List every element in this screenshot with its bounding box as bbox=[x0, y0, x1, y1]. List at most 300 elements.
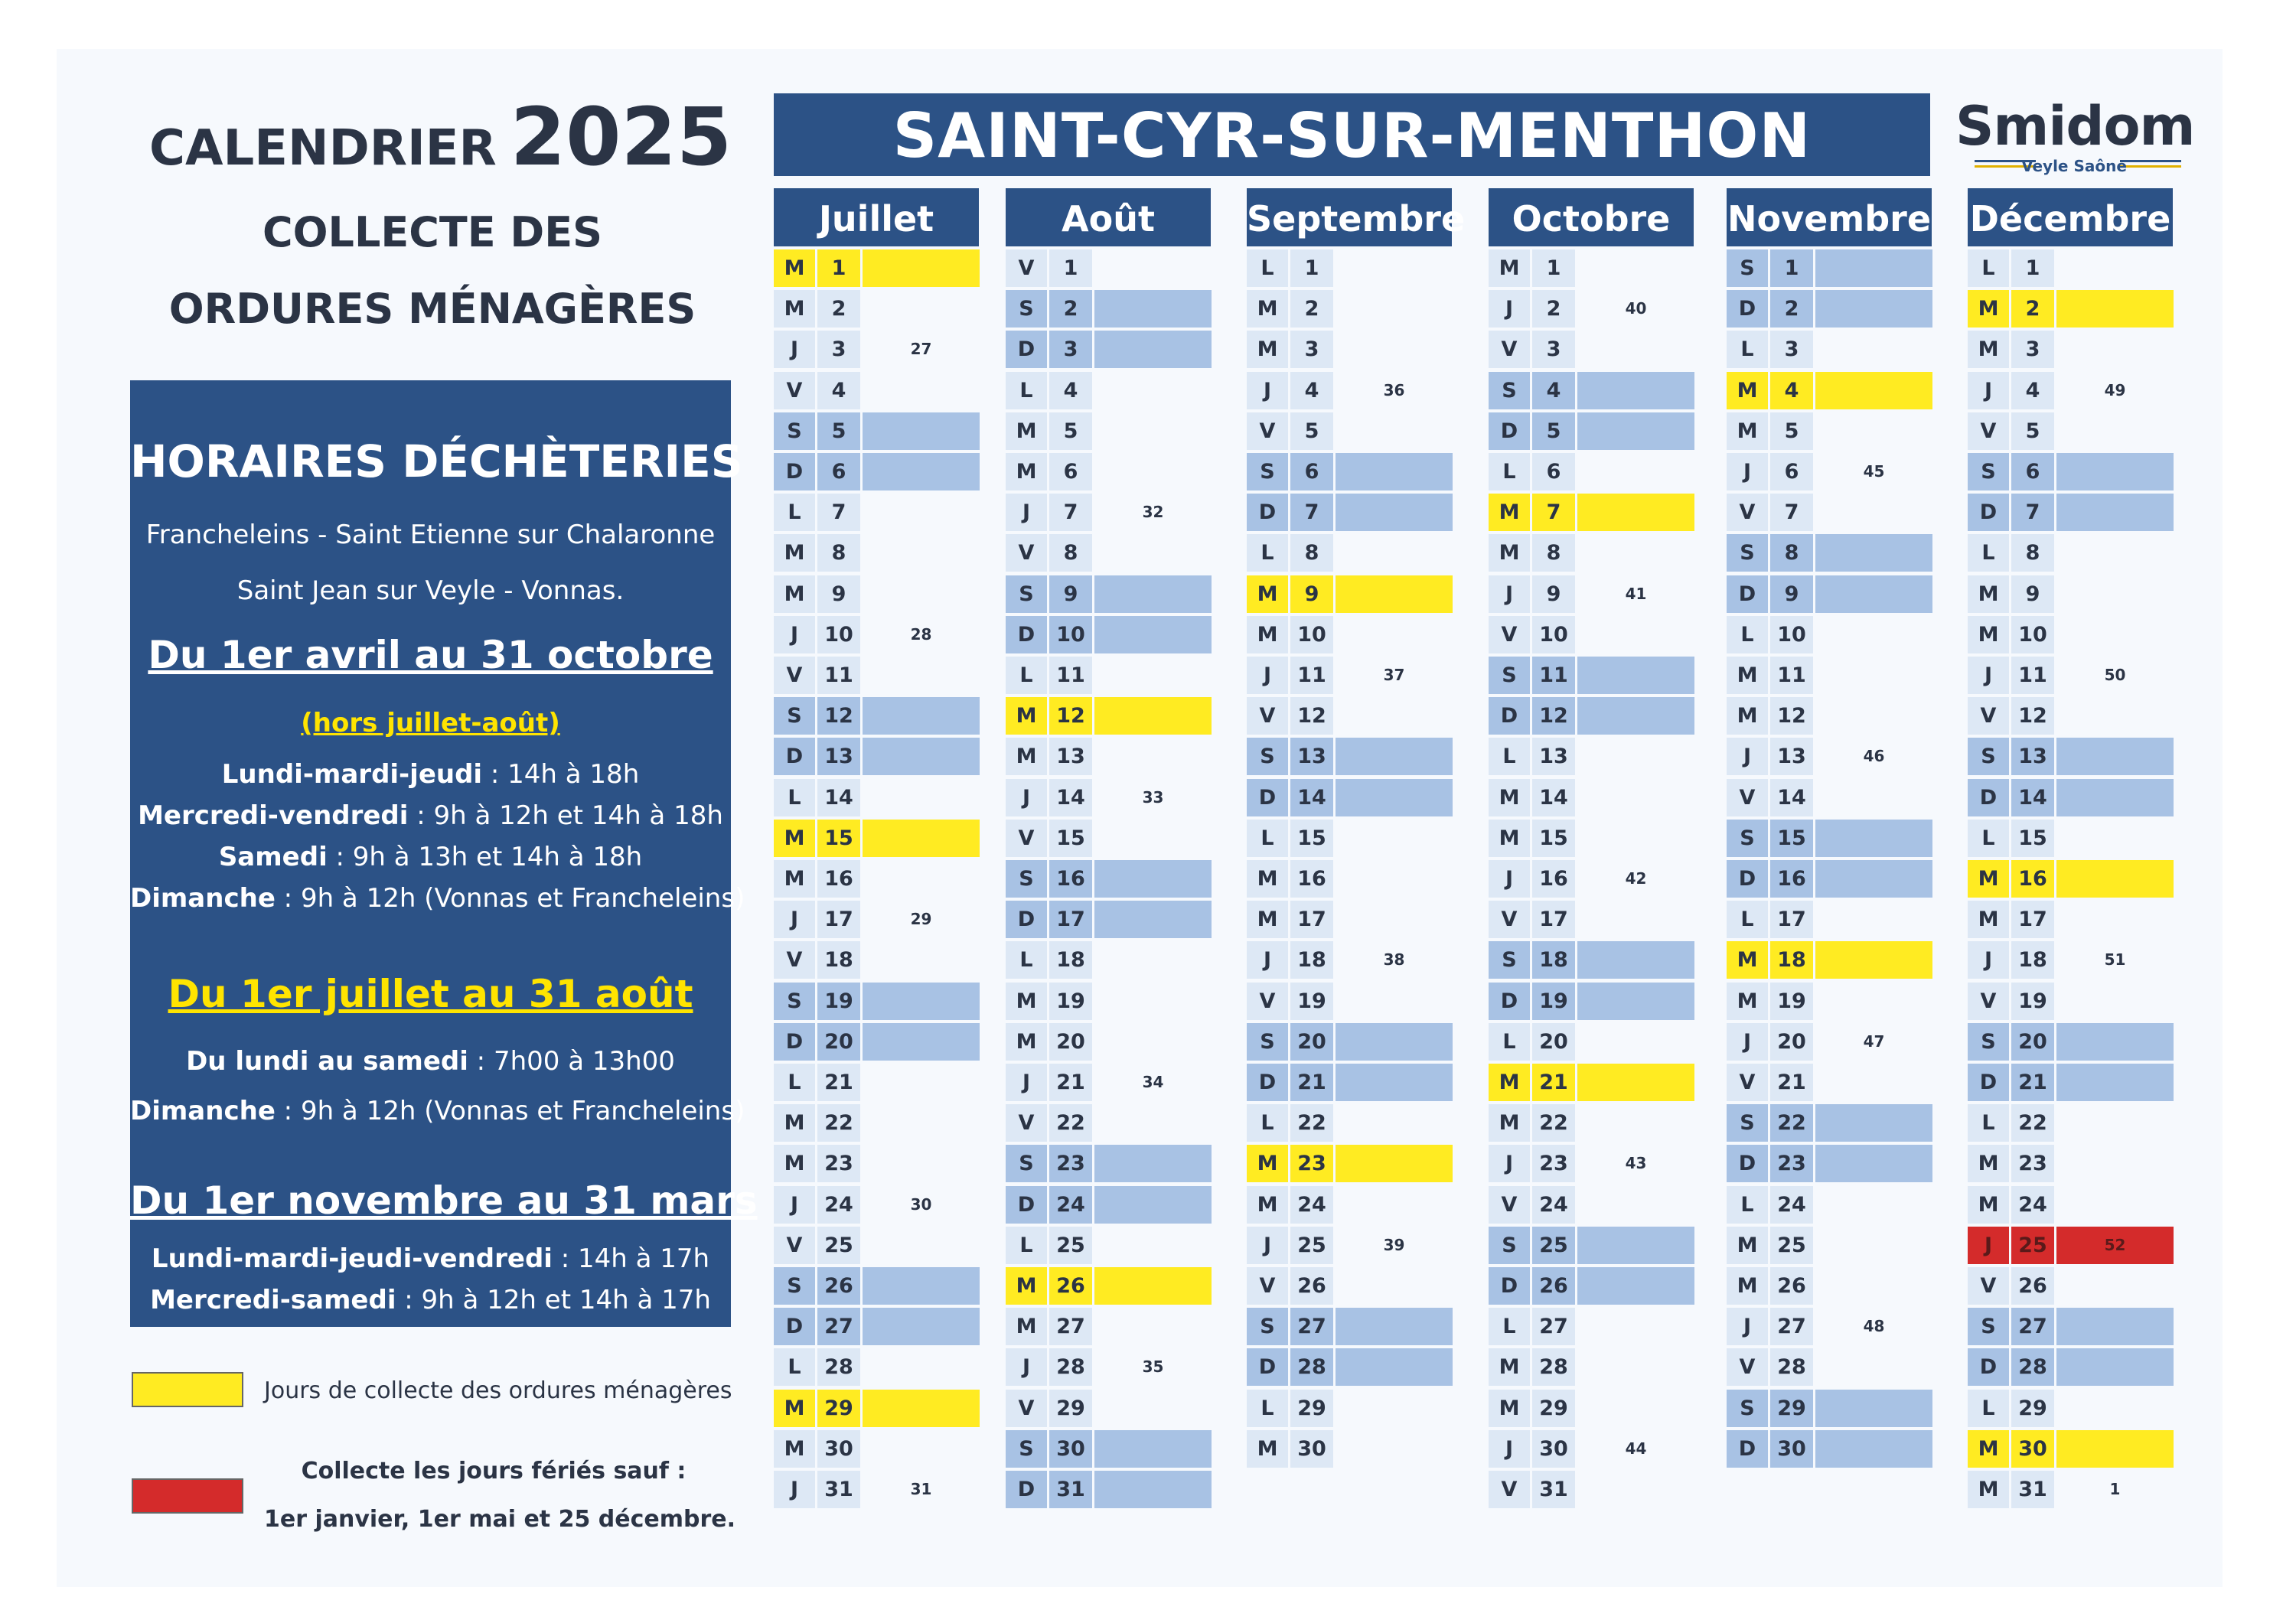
day-letter: M bbox=[1006, 697, 1047, 735]
day-row bbox=[1968, 779, 2174, 816]
day-row bbox=[774, 1023, 980, 1061]
day-number: 1 bbox=[2011, 249, 2054, 287]
week-number bbox=[1094, 290, 1212, 328]
day-row bbox=[1006, 1267, 1212, 1305]
week-number bbox=[1815, 1267, 1932, 1305]
day-row bbox=[1489, 1267, 1694, 1305]
day-letter: M bbox=[1006, 1308, 1047, 1345]
week-number bbox=[1094, 697, 1212, 735]
day-letter: D bbox=[1247, 1064, 1288, 1101]
week-number bbox=[2056, 738, 2174, 775]
day-row bbox=[1247, 697, 1453, 735]
week-number bbox=[2056, 1267, 2174, 1305]
day-row bbox=[1247, 1104, 1453, 1142]
day-number: 6 bbox=[817, 453, 860, 490]
day-number: 15 bbox=[817, 820, 860, 857]
week-number bbox=[1094, 1308, 1212, 1345]
day-letter: M bbox=[774, 860, 815, 898]
day-number: 14 bbox=[2011, 779, 2054, 816]
day-letter: J bbox=[1727, 1023, 1768, 1061]
week-number bbox=[863, 1227, 980, 1264]
day-letter: L bbox=[774, 494, 815, 531]
day-letter: L bbox=[1489, 1308, 1530, 1345]
day-row bbox=[1006, 1430, 1212, 1468]
day-row bbox=[1727, 941, 1932, 979]
day-letter: M bbox=[1247, 575, 1288, 613]
day-letter: M bbox=[1968, 331, 2009, 368]
day-letter: V bbox=[774, 1227, 815, 1264]
day-letter: S bbox=[1006, 575, 1047, 613]
week-number bbox=[2056, 1348, 2174, 1386]
day-row bbox=[1247, 657, 1453, 694]
day-row bbox=[774, 1308, 980, 1345]
day-row bbox=[1489, 494, 1694, 531]
week-number bbox=[2056, 1390, 2174, 1427]
day-number: 3 bbox=[1049, 331, 1092, 368]
day-number: 12 bbox=[1049, 697, 1092, 735]
day-number: 10 bbox=[1532, 616, 1575, 653]
day-number: 22 bbox=[1049, 1104, 1092, 1142]
day-number: 5 bbox=[1290, 412, 1333, 450]
day-number: 25 bbox=[2011, 1227, 2054, 1264]
day-number: 28 bbox=[1290, 1348, 1333, 1386]
week-number bbox=[1094, 616, 1212, 653]
day-number: 13 bbox=[2011, 738, 2054, 775]
day-row bbox=[1006, 860, 1212, 898]
day-row bbox=[1727, 1104, 1932, 1142]
day-letter: M bbox=[1727, 1227, 1768, 1264]
day-row bbox=[1247, 534, 1453, 572]
week-number: 31 bbox=[910, 1480, 932, 1498]
day-row bbox=[1006, 1227, 1212, 1264]
day-letter: D bbox=[1727, 290, 1768, 328]
day-row bbox=[1968, 860, 2174, 898]
logo-tagline: Veyle Saône bbox=[2021, 157, 2127, 175]
day-number: 31 bbox=[1049, 1471, 1092, 1508]
week-number: 45 bbox=[1863, 462, 1885, 481]
day-number: 30 bbox=[1770, 1430, 1813, 1468]
day-row bbox=[1247, 249, 1453, 287]
week-number bbox=[1815, 249, 1932, 287]
day-number: 3 bbox=[817, 331, 860, 368]
day-row bbox=[1247, 412, 1453, 450]
week-number bbox=[1094, 1227, 1212, 1264]
day-letter: D bbox=[1727, 860, 1768, 898]
day-letter: S bbox=[1727, 249, 1768, 287]
day-number: 11 bbox=[817, 657, 860, 694]
day-number: 17 bbox=[817, 901, 860, 938]
week-number bbox=[1336, 1186, 1453, 1224]
day-row bbox=[1247, 1308, 1453, 1345]
period-2-row: Dimanche : 9h à 12h (Vonnas et Francheleins) bbox=[130, 1096, 745, 1126]
day-letter: S bbox=[1727, 1104, 1768, 1142]
day-number: 14 bbox=[1770, 779, 1813, 816]
week-number bbox=[2056, 453, 2174, 490]
week-number bbox=[1815, 1104, 1932, 1142]
day-number: 2 bbox=[1770, 290, 1813, 328]
day-row bbox=[1006, 1023, 1212, 1061]
day-row bbox=[1968, 697, 2174, 735]
day-number: 2 bbox=[1532, 290, 1575, 328]
day-number: 12 bbox=[817, 697, 860, 735]
week-number bbox=[2056, 1023, 2174, 1061]
day-number: 18 bbox=[2011, 941, 2054, 979]
day-letter: V bbox=[774, 941, 815, 979]
day-row bbox=[774, 657, 980, 694]
week-number bbox=[863, 534, 980, 572]
week-number bbox=[1815, 1227, 1932, 1264]
day-number: 16 bbox=[2011, 860, 2054, 898]
week-number bbox=[863, 1308, 980, 1345]
day-number: 7 bbox=[1532, 494, 1575, 531]
day-row bbox=[1006, 697, 1212, 735]
day-letter: L bbox=[1727, 331, 1768, 368]
day-row bbox=[1489, 1145, 1694, 1182]
period-3-row: Lundi-mardi-jeudi-vendredi : 14h à 17h bbox=[151, 1243, 710, 1274]
week-number bbox=[1094, 941, 1212, 979]
day-number: 24 bbox=[1770, 1186, 1813, 1224]
day-row bbox=[1968, 1145, 2174, 1182]
week-number: 36 bbox=[1383, 381, 1405, 399]
day-letter: J bbox=[1727, 738, 1768, 775]
day-row bbox=[1727, 1430, 1932, 1468]
day-row bbox=[1727, 1348, 1932, 1386]
day-number: 20 bbox=[1290, 1023, 1333, 1061]
day-letter: S bbox=[1489, 372, 1530, 409]
day-number: 14 bbox=[1532, 779, 1575, 816]
day-letter: L bbox=[1247, 1104, 1288, 1142]
day-row bbox=[1247, 372, 1453, 409]
day-number: 8 bbox=[1532, 534, 1575, 572]
week-number bbox=[1577, 453, 1694, 490]
day-row bbox=[1247, 616, 1453, 653]
day-row bbox=[1489, 738, 1694, 775]
day-row bbox=[1968, 1430, 2174, 1468]
day-letter: V bbox=[1247, 412, 1288, 450]
day-row bbox=[1968, 372, 2174, 409]
day-row bbox=[1006, 1390, 1212, 1427]
day-number: 13 bbox=[1532, 738, 1575, 775]
week-number bbox=[1336, 249, 1453, 287]
day-number: 25 bbox=[817, 1227, 860, 1264]
day-letter: V bbox=[1247, 697, 1288, 735]
day-row bbox=[1968, 1471, 2174, 1508]
week-number bbox=[2056, 331, 2174, 368]
day-letter: J bbox=[774, 901, 815, 938]
day-letter: J bbox=[1006, 1064, 1047, 1101]
day-letter: S bbox=[1727, 1390, 1768, 1427]
week-number bbox=[1336, 575, 1453, 613]
day-letter: M bbox=[774, 820, 815, 857]
day-letter: D bbox=[1727, 575, 1768, 613]
day-row bbox=[1968, 983, 2174, 1020]
period-1-row: Mercredi-vendredi : 9h à 12h et 14h à 18h bbox=[138, 800, 723, 831]
week-number bbox=[1094, 1023, 1212, 1061]
day-number: 15 bbox=[2011, 820, 2054, 857]
week-number bbox=[1094, 1430, 1212, 1468]
day-row bbox=[1968, 453, 2174, 490]
day-row bbox=[1968, 1308, 2174, 1345]
day-row bbox=[1247, 941, 1453, 979]
day-letter: M bbox=[774, 1145, 815, 1182]
day-letter: M bbox=[1006, 738, 1047, 775]
day-row bbox=[1006, 1308, 1212, 1345]
day-letter: V bbox=[1968, 697, 2009, 735]
week-number bbox=[1815, 575, 1932, 613]
week-number bbox=[1094, 453, 1212, 490]
day-letter: V bbox=[1006, 534, 1047, 572]
day-number: 31 bbox=[817, 1471, 860, 1508]
day-letter: D bbox=[1489, 1267, 1530, 1305]
day-number: 13 bbox=[1290, 738, 1333, 775]
day-row bbox=[774, 1145, 980, 1182]
day-row bbox=[774, 1186, 980, 1224]
day-number: 10 bbox=[1290, 616, 1333, 653]
day-letter: V bbox=[774, 657, 815, 694]
day-number: 27 bbox=[817, 1308, 860, 1345]
day-letter: J bbox=[1006, 494, 1047, 531]
day-row bbox=[1968, 1064, 2174, 1101]
day-letter: D bbox=[774, 453, 815, 490]
week-number bbox=[863, 1023, 980, 1061]
day-row bbox=[1727, 1064, 1932, 1101]
week-number bbox=[1336, 820, 1453, 857]
day-number: 13 bbox=[817, 738, 860, 775]
day-number: 21 bbox=[2011, 1064, 2054, 1101]
day-number: 8 bbox=[1290, 534, 1333, 572]
day-row bbox=[1489, 372, 1694, 409]
week-number bbox=[863, 249, 980, 287]
day-number: 23 bbox=[1532, 1145, 1575, 1182]
day-number: 17 bbox=[1532, 901, 1575, 938]
day-row bbox=[1247, 1348, 1453, 1386]
day-letter: V bbox=[1727, 779, 1768, 816]
day-number: 28 bbox=[1049, 1348, 1092, 1386]
day-number: 19 bbox=[1049, 983, 1092, 1020]
week-number bbox=[1577, 494, 1694, 531]
week-number bbox=[1094, 1267, 1212, 1305]
week-number bbox=[1815, 1064, 1932, 1101]
week-number bbox=[1815, 1390, 1932, 1427]
day-row bbox=[1727, 738, 1932, 775]
day-letter: S bbox=[774, 1267, 815, 1305]
day-letter: V bbox=[1489, 616, 1530, 653]
day-number: 9 bbox=[1049, 575, 1092, 613]
day-row bbox=[1968, 575, 2174, 613]
day-number: 22 bbox=[1532, 1104, 1575, 1142]
week-number bbox=[863, 983, 980, 1020]
week-number bbox=[1094, 372, 1212, 409]
day-row bbox=[1727, 820, 1932, 857]
week-number bbox=[1577, 534, 1694, 572]
day-number: 7 bbox=[1770, 494, 1813, 531]
day-number: 4 bbox=[1532, 372, 1575, 409]
day-letter: L bbox=[1247, 249, 1288, 287]
day-letter: J bbox=[774, 331, 815, 368]
day-number: 23 bbox=[1290, 1145, 1333, 1182]
week-number bbox=[1336, 1145, 1453, 1182]
week-number bbox=[863, 697, 980, 735]
day-row bbox=[774, 941, 980, 979]
day-number: 19 bbox=[2011, 983, 2054, 1020]
subtitle-line-1: COLLECTE DES bbox=[263, 208, 602, 256]
week-number bbox=[1577, 1227, 1694, 1264]
day-letter: M bbox=[1968, 290, 2009, 328]
day-number: 19 bbox=[1532, 983, 1575, 1020]
day-letter: M bbox=[1727, 697, 1768, 735]
week-number bbox=[1815, 983, 1932, 1020]
day-letter: M bbox=[1489, 779, 1530, 816]
day-number: 9 bbox=[1532, 575, 1575, 613]
day-letter: J bbox=[1968, 372, 2009, 409]
day-number: 4 bbox=[1770, 372, 1813, 409]
day-letter: M bbox=[1247, 901, 1288, 938]
day-number: 24 bbox=[817, 1186, 860, 1224]
day-letter: M bbox=[1247, 1430, 1288, 1468]
day-number: 26 bbox=[817, 1267, 860, 1305]
day-letter: D bbox=[1968, 1348, 2009, 1386]
day-letter: J bbox=[774, 616, 815, 653]
day-letter: S bbox=[1489, 1227, 1530, 1264]
day-number: 7 bbox=[2011, 494, 2054, 531]
period-3-row: Mercredi-samedi : 9h à 12h et 14h à 17h bbox=[150, 1285, 711, 1315]
day-letter: M bbox=[1247, 860, 1288, 898]
week-number bbox=[863, 738, 980, 775]
week-number bbox=[2056, 249, 2174, 287]
day-letter: J bbox=[1968, 657, 2009, 694]
month-header: Août bbox=[1006, 188, 1211, 246]
week-number bbox=[2056, 616, 2174, 653]
day-row bbox=[1006, 575, 1212, 613]
day-row bbox=[1968, 290, 2174, 328]
day-row bbox=[1968, 494, 2174, 531]
legend-holiday-line-2: 1er janvier, 1er mai et 25 décembre. bbox=[264, 1506, 735, 1533]
day-letter: J bbox=[1006, 1348, 1047, 1386]
week-number bbox=[1577, 331, 1694, 368]
week-number bbox=[2056, 1145, 2174, 1182]
week-number bbox=[2056, 860, 2174, 898]
day-number: 14 bbox=[817, 779, 860, 816]
day-number: 12 bbox=[1290, 697, 1333, 735]
week-number bbox=[1336, 616, 1453, 653]
day-number: 23 bbox=[1770, 1145, 1813, 1182]
day-row bbox=[1968, 1390, 2174, 1427]
week-number bbox=[1336, 983, 1453, 1020]
day-number: 27 bbox=[1290, 1308, 1333, 1345]
month-header: Septembre bbox=[1247, 188, 1452, 246]
day-letter: L bbox=[1006, 1227, 1047, 1264]
day-row bbox=[1247, 738, 1453, 775]
week-number bbox=[1336, 1104, 1453, 1142]
day-row bbox=[1489, 331, 1694, 368]
day-row bbox=[1006, 1145, 1212, 1182]
day-row bbox=[1727, 983, 1932, 1020]
day-number: 29 bbox=[1770, 1390, 1813, 1427]
hours-title: HORAIRES DÉCHÈTERIES bbox=[130, 435, 743, 487]
period-1-row: Samedi : 9h à 13h et 14h à 18h bbox=[218, 842, 643, 872]
day-number: 15 bbox=[1532, 820, 1575, 857]
day-row bbox=[774, 779, 980, 816]
day-number: 6 bbox=[2011, 453, 2054, 490]
day-row bbox=[774, 412, 980, 450]
day-row bbox=[1489, 657, 1694, 694]
week-number bbox=[863, 820, 980, 857]
week-number bbox=[863, 779, 980, 816]
day-number: 16 bbox=[1049, 860, 1092, 898]
week-number bbox=[1815, 1145, 1932, 1182]
period-1-note: (hors juillet-août) bbox=[301, 708, 560, 738]
week-number bbox=[1577, 901, 1694, 938]
day-number: 10 bbox=[817, 616, 860, 653]
day-letter: V bbox=[1247, 983, 1288, 1020]
day-number: 17 bbox=[1049, 901, 1092, 938]
day-row bbox=[1006, 331, 1212, 368]
day-row bbox=[1006, 901, 1212, 938]
week-number bbox=[863, 575, 980, 613]
day-number: 11 bbox=[1770, 657, 1813, 694]
week-number bbox=[1094, 1471, 1212, 1508]
week-number: 37 bbox=[1383, 666, 1405, 684]
week-number bbox=[863, 1145, 980, 1182]
day-letter: S bbox=[774, 983, 815, 1020]
day-number: 3 bbox=[1532, 331, 1575, 368]
day-number: 21 bbox=[1290, 1064, 1333, 1101]
day-row bbox=[1968, 1348, 2174, 1386]
day-letter: M bbox=[774, 1390, 815, 1427]
day-letter: V bbox=[1727, 1348, 1768, 1386]
day-row bbox=[1727, 1023, 1932, 1061]
day-letter: V bbox=[1006, 820, 1047, 857]
day-letter: M bbox=[774, 290, 815, 328]
week-number bbox=[1577, 941, 1694, 979]
week-number: 30 bbox=[910, 1195, 932, 1214]
legend-holiday-line-1: Collecte les jours fériés sauf : bbox=[301, 1458, 687, 1484]
week-number bbox=[1336, 779, 1453, 816]
week-number bbox=[1336, 1348, 1453, 1386]
day-letter: D bbox=[1727, 1145, 1768, 1182]
day-row bbox=[1727, 616, 1932, 653]
day-letter: M bbox=[1489, 1390, 1530, 1427]
day-number: 26 bbox=[1290, 1267, 1333, 1305]
week-number bbox=[1577, 616, 1694, 653]
day-row bbox=[1968, 1104, 2174, 1142]
day-number: 24 bbox=[1290, 1186, 1333, 1224]
week-number bbox=[1577, 1348, 1694, 1386]
day-number: 27 bbox=[1049, 1308, 1092, 1345]
day-row bbox=[1968, 249, 2174, 287]
day-number: 27 bbox=[2011, 1308, 2054, 1345]
week-number bbox=[2056, 983, 2174, 1020]
day-number: 7 bbox=[817, 494, 860, 531]
week-number bbox=[863, 412, 980, 450]
day-letter: D bbox=[1247, 1348, 1288, 1386]
day-row bbox=[1489, 1390, 1694, 1427]
day-row bbox=[1968, 534, 2174, 572]
day-letter: D bbox=[1247, 494, 1288, 531]
week-number bbox=[1094, 657, 1212, 694]
day-number: 14 bbox=[1049, 779, 1092, 816]
week-number bbox=[1336, 1023, 1453, 1061]
week-number: 48 bbox=[1863, 1317, 1885, 1335]
day-row bbox=[1489, 1104, 1694, 1142]
day-number: 1 bbox=[1290, 249, 1333, 287]
day-letter: D bbox=[1489, 412, 1530, 450]
day-letter: V bbox=[1489, 331, 1530, 368]
day-letter: M bbox=[1727, 941, 1768, 979]
day-row bbox=[1006, 494, 1212, 531]
day-number: 4 bbox=[817, 372, 860, 409]
day-number: 9 bbox=[2011, 575, 2054, 613]
